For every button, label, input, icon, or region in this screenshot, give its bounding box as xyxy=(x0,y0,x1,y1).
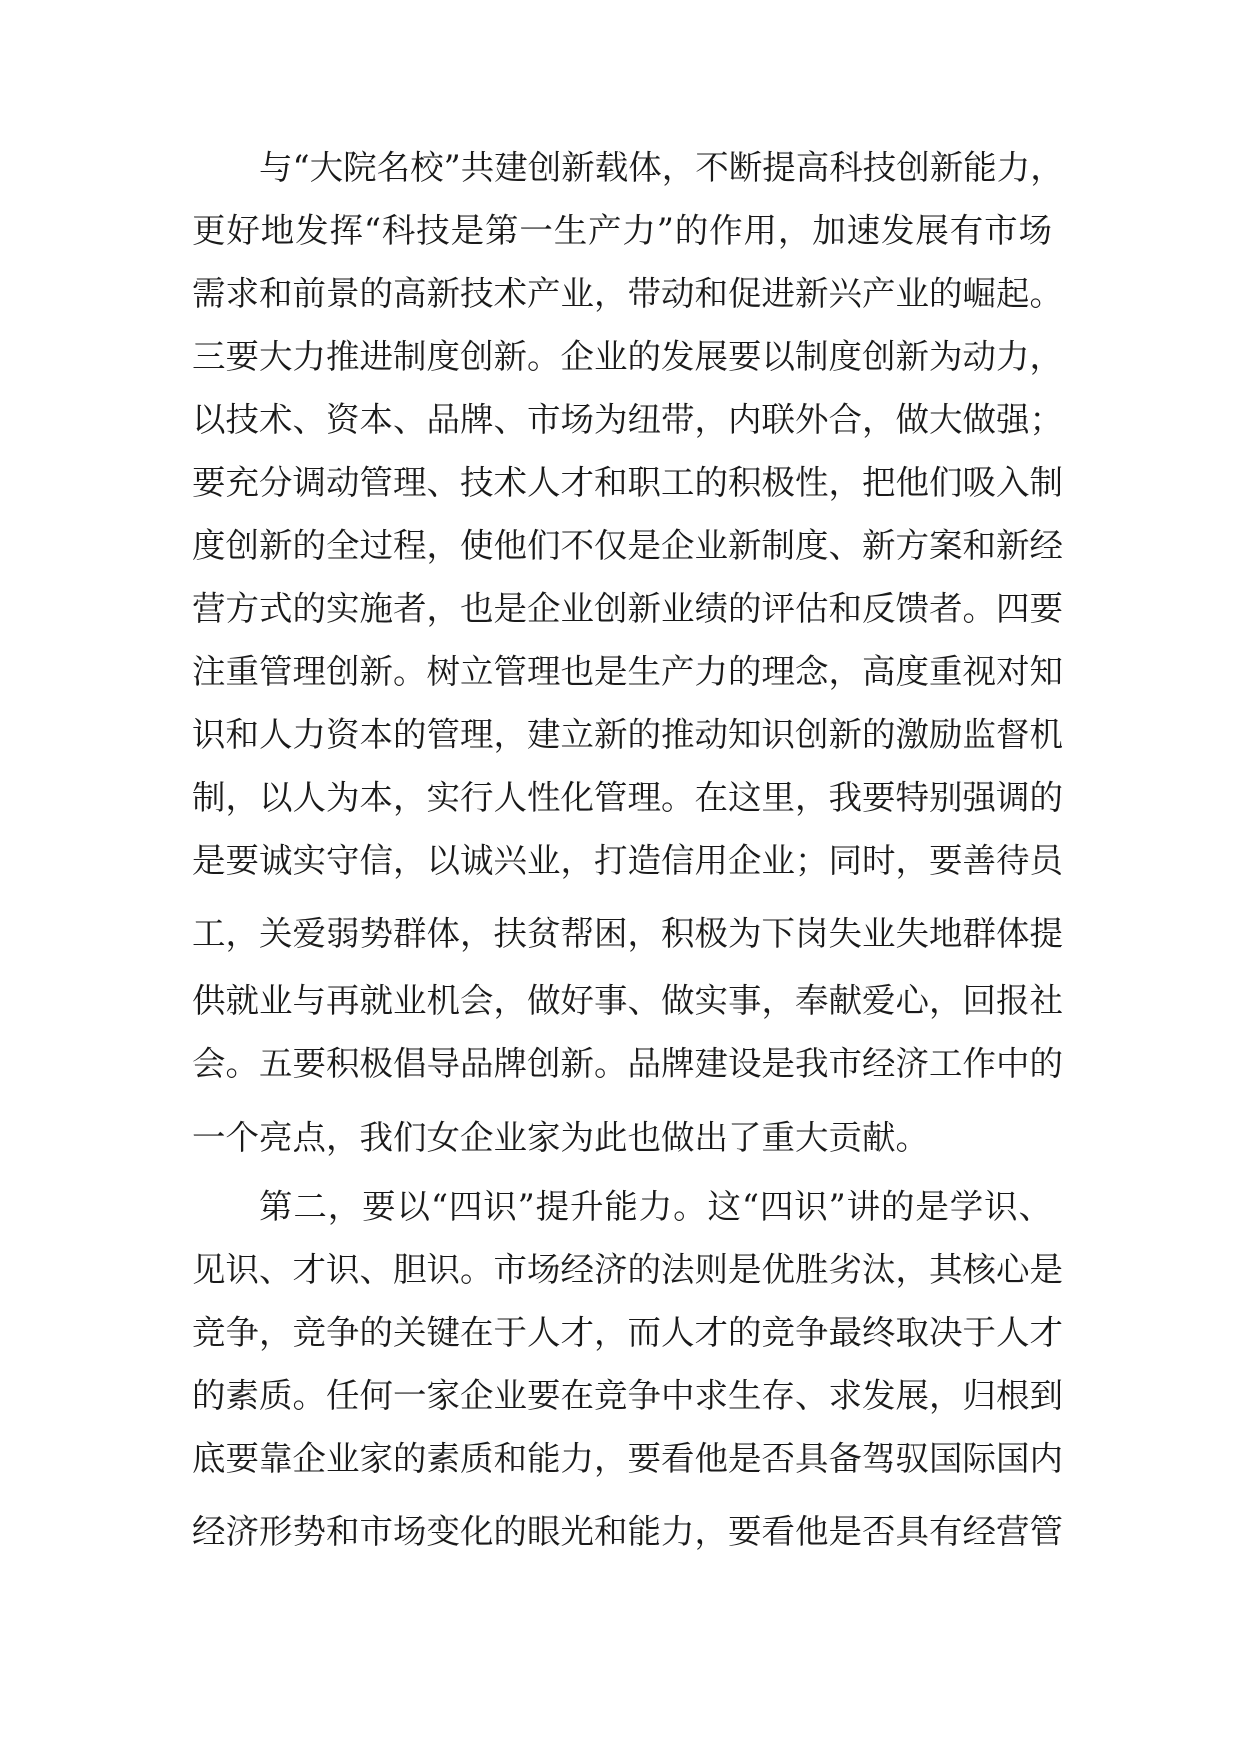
text-line: 三要大力推进制度创新。企业的发展要以制度创新为动力， xyxy=(192,337,1063,376)
text-line: 识和人力资本的管理，建立新的推动知识创新的激励监督机 xyxy=(192,715,1063,754)
text-line: 经济形势和市场变化的眼光和能力，要看他是否具有经营管 xyxy=(192,1512,1063,1551)
text-line: 第二，要以“四识”提升能力。这“四识”讲的是学识、 xyxy=(259,1187,1052,1226)
text-line: 是要诚实守信，以诚兴业，打造信用企业；同时，要善待员 xyxy=(192,841,1063,880)
text-line: 度创新的全过程，使他们不仅是企业新制度、新方案和新经 xyxy=(192,526,1063,565)
text-line: 供就业与再就业机会，做好事、做实事，奉献爱心，回报社 xyxy=(192,981,1063,1020)
text-line: 与“大院名校”共建创新载体，不断提高科技创新能力， xyxy=(259,148,1064,187)
text-line: 制，以人为本，实行人性化管理。在这里，我要特别强调的 xyxy=(192,778,1063,817)
text-line: 以技术、资本、品牌、市场为纽带，内联外合，做大做强； xyxy=(192,400,1063,439)
text-line: 底要靠企业家的素质和能力，要看他是否具备驾驭国际国内 xyxy=(192,1439,1063,1478)
text-line: 更好地发挥“科技是第一生产力”的作用，加速发展有市场 xyxy=(192,211,1052,250)
text-line: 营方式的实施者，也是企业创新业绩的评估和反馈者。四要 xyxy=(192,589,1063,628)
text-line: 会。五要积极倡导品牌创新。品牌建设是我市经济工作中的 xyxy=(192,1044,1063,1083)
text-line: 工，关爱弱势群体，扶贫帮困，积极为下岗失业失地群体提 xyxy=(192,914,1063,953)
text-line: 需求和前景的高新技术产业，带动和促进新兴产业的崛起。 xyxy=(192,274,1063,313)
text-line: 竞争，竞争的关键在于人才，而人才的竞争最终取决于人才 xyxy=(192,1313,1063,1352)
text-line: 的素质。任何一家企业要在竞争中求生存、求发展，归根到 xyxy=(192,1376,1063,1415)
text-line: 要充分调动管理、技术人才和职工的积极性，把他们吸入制 xyxy=(192,463,1063,502)
text-line: 见识、才识、胆识。市场经济的法则是优胜劣汰，其核心是 xyxy=(192,1250,1063,1289)
text-line: 注重管理创新。树立管理也是生产力的理念，高度重视对知 xyxy=(192,652,1063,691)
text-line: 一个亮点，我们女企业家为此也做出了重大贡献。 xyxy=(192,1118,929,1157)
